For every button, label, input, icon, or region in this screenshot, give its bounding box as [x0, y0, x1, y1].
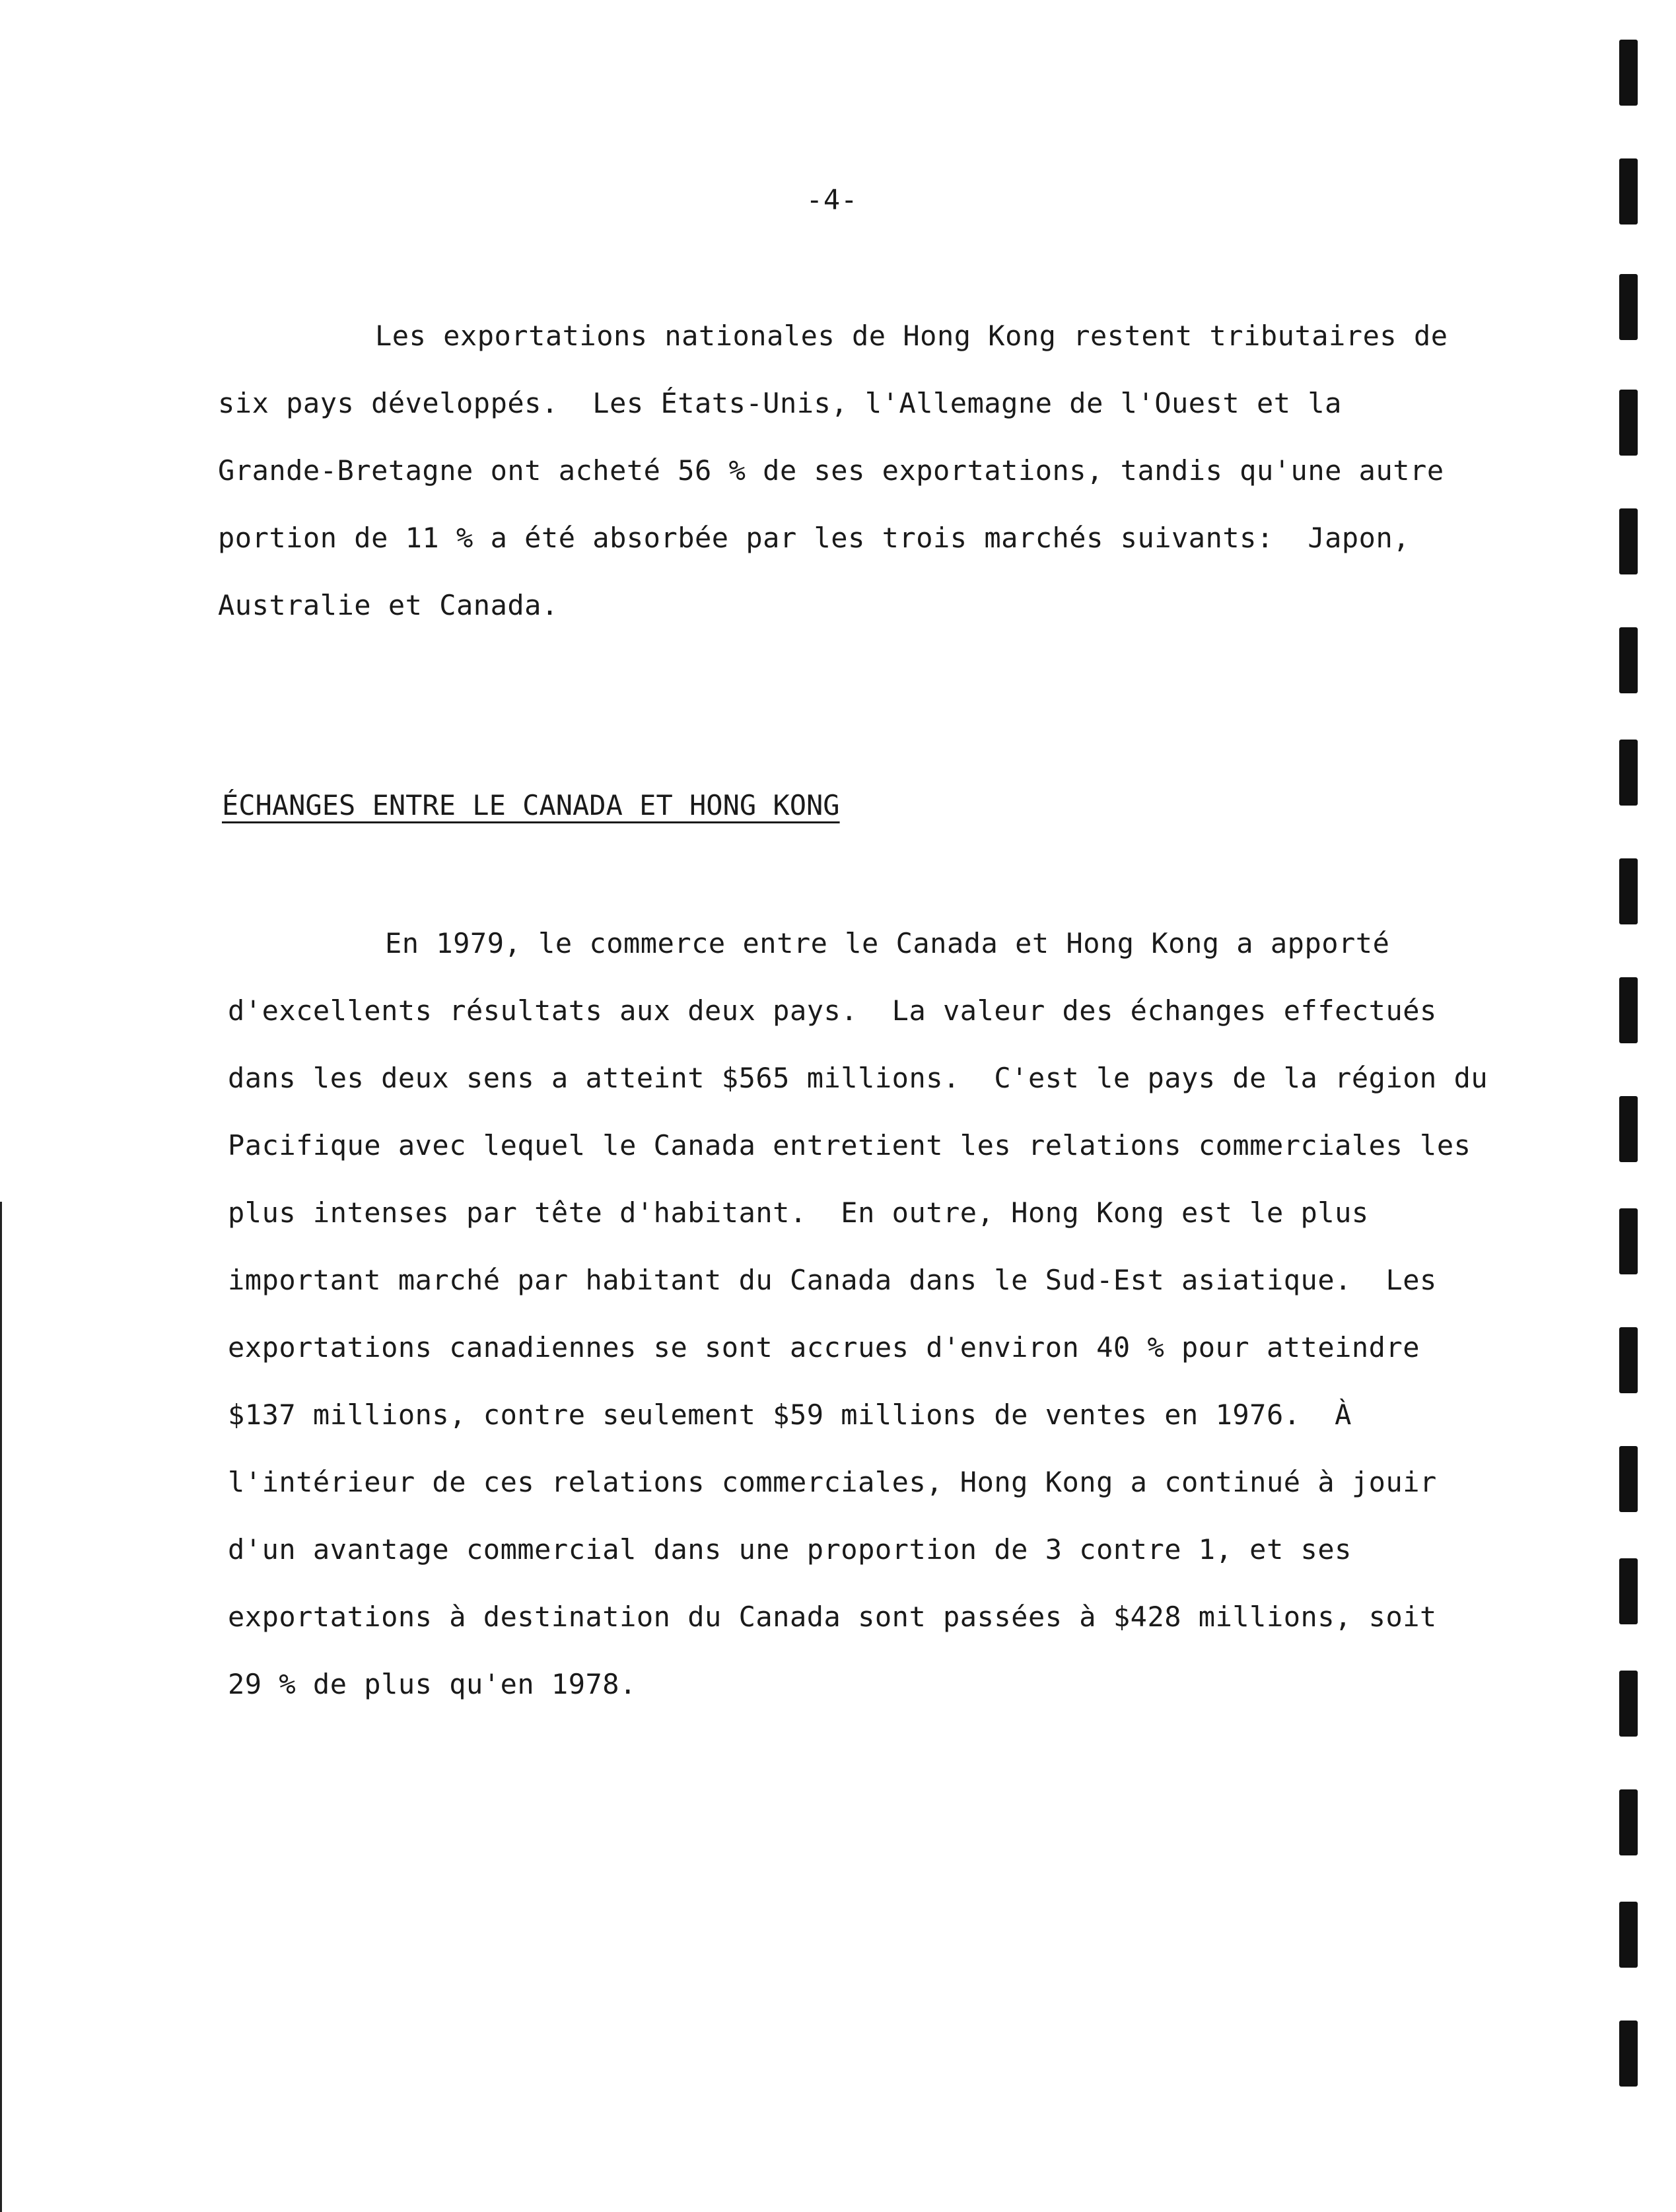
binding-mark [1619, 977, 1638, 1043]
paragraph-line: important marché par habitant du Canada dans le Sud-Est asiatique. Les [228, 1264, 1437, 1296]
paragraph-line: dans les deux sens a atteint $565 millions. C'est le pays de la région du [228, 1062, 1488, 1094]
binding-mark [1619, 390, 1638, 456]
paragraph-line: Grande-Bretagne ont acheté 56 % de ses exportations, tandis qu'une autre [218, 454, 1444, 487]
binding-mark [1619, 1789, 1638, 1855]
binding-mark [1619, 627, 1638, 693]
binding-mark [1619, 1902, 1638, 1968]
binding-mark [1619, 1671, 1638, 1737]
paragraph-line: l'intérieur de ces relations commerciales, Hong Kong a continué à jouir [228, 1466, 1437, 1498]
section-heading: ÉCHANGES ENTRE LE CANADA ET HONG KONG [222, 789, 840, 821]
paragraph-line: 29 % de plus qu'en 1978. [228, 1668, 637, 1700]
paragraph-line: six pays développés. Les États-Unis, l'Allemagne de l'Ouest et la [218, 387, 1342, 419]
binding-mark [1619, 1208, 1638, 1274]
binding-mark [1619, 1558, 1638, 1624]
binding-mark [1619, 158, 1638, 225]
binding-mark [1619, 2021, 1638, 2087]
paragraph-line: Les exportations nationales de Hong Kong restent tributaires de [375, 320, 1448, 352]
binding-mark [1619, 1327, 1638, 1393]
page-edge-line [0, 1202, 2, 2212]
binding-hole-marks [1619, 40, 1646, 2179]
paragraph-line: d'excellents résultats aux deux pays. La valeur des échanges effectués [228, 994, 1437, 1027]
paragraph-line: Pacifique avec lequel le Canada entretient les relations commerciales les [228, 1129, 1471, 1161]
binding-mark [1619, 740, 1638, 806]
page-number: -4- [806, 184, 858, 216]
paragraph-line: Australie et Canada. [218, 589, 559, 621]
binding-mark [1619, 1096, 1638, 1162]
binding-mark [1619, 508, 1638, 574]
paragraph-canada-hong-kong-trade [228, 910, 1488, 1718]
binding-mark [1619, 1446, 1638, 1512]
paragraph-hong-kong-exports [218, 302, 1459, 639]
paragraph-line: exportations à destination du Canada sont passées à $428 millions, soit [228, 1601, 1437, 1633]
paragraph-line: En 1979, le commerce entre le Canada et Hong Kong a apporté [385, 927, 1390, 959]
binding-mark [1619, 274, 1638, 340]
paragraph-line: plus intenses par tête d'habitant. En outre, Hong Kong est le plus [228, 1196, 1369, 1229]
paragraph-line: portion de 11 % a été absorbée par les trois marchés suivants: Japon, [218, 522, 1411, 554]
paragraph-line: exportations canadiennes se sont accrues d'environ 40 % pour atteindre [228, 1331, 1420, 1364]
paragraph-line: $137 millions, contre seulement $59 millions de ventes en 1976. À [228, 1399, 1352, 1431]
binding-mark [1619, 858, 1638, 924]
paragraph-line: d'un avantage commercial dans une proportion de 3 contre 1, et ses [228, 1533, 1352, 1566]
binding-mark [1619, 40, 1638, 106]
